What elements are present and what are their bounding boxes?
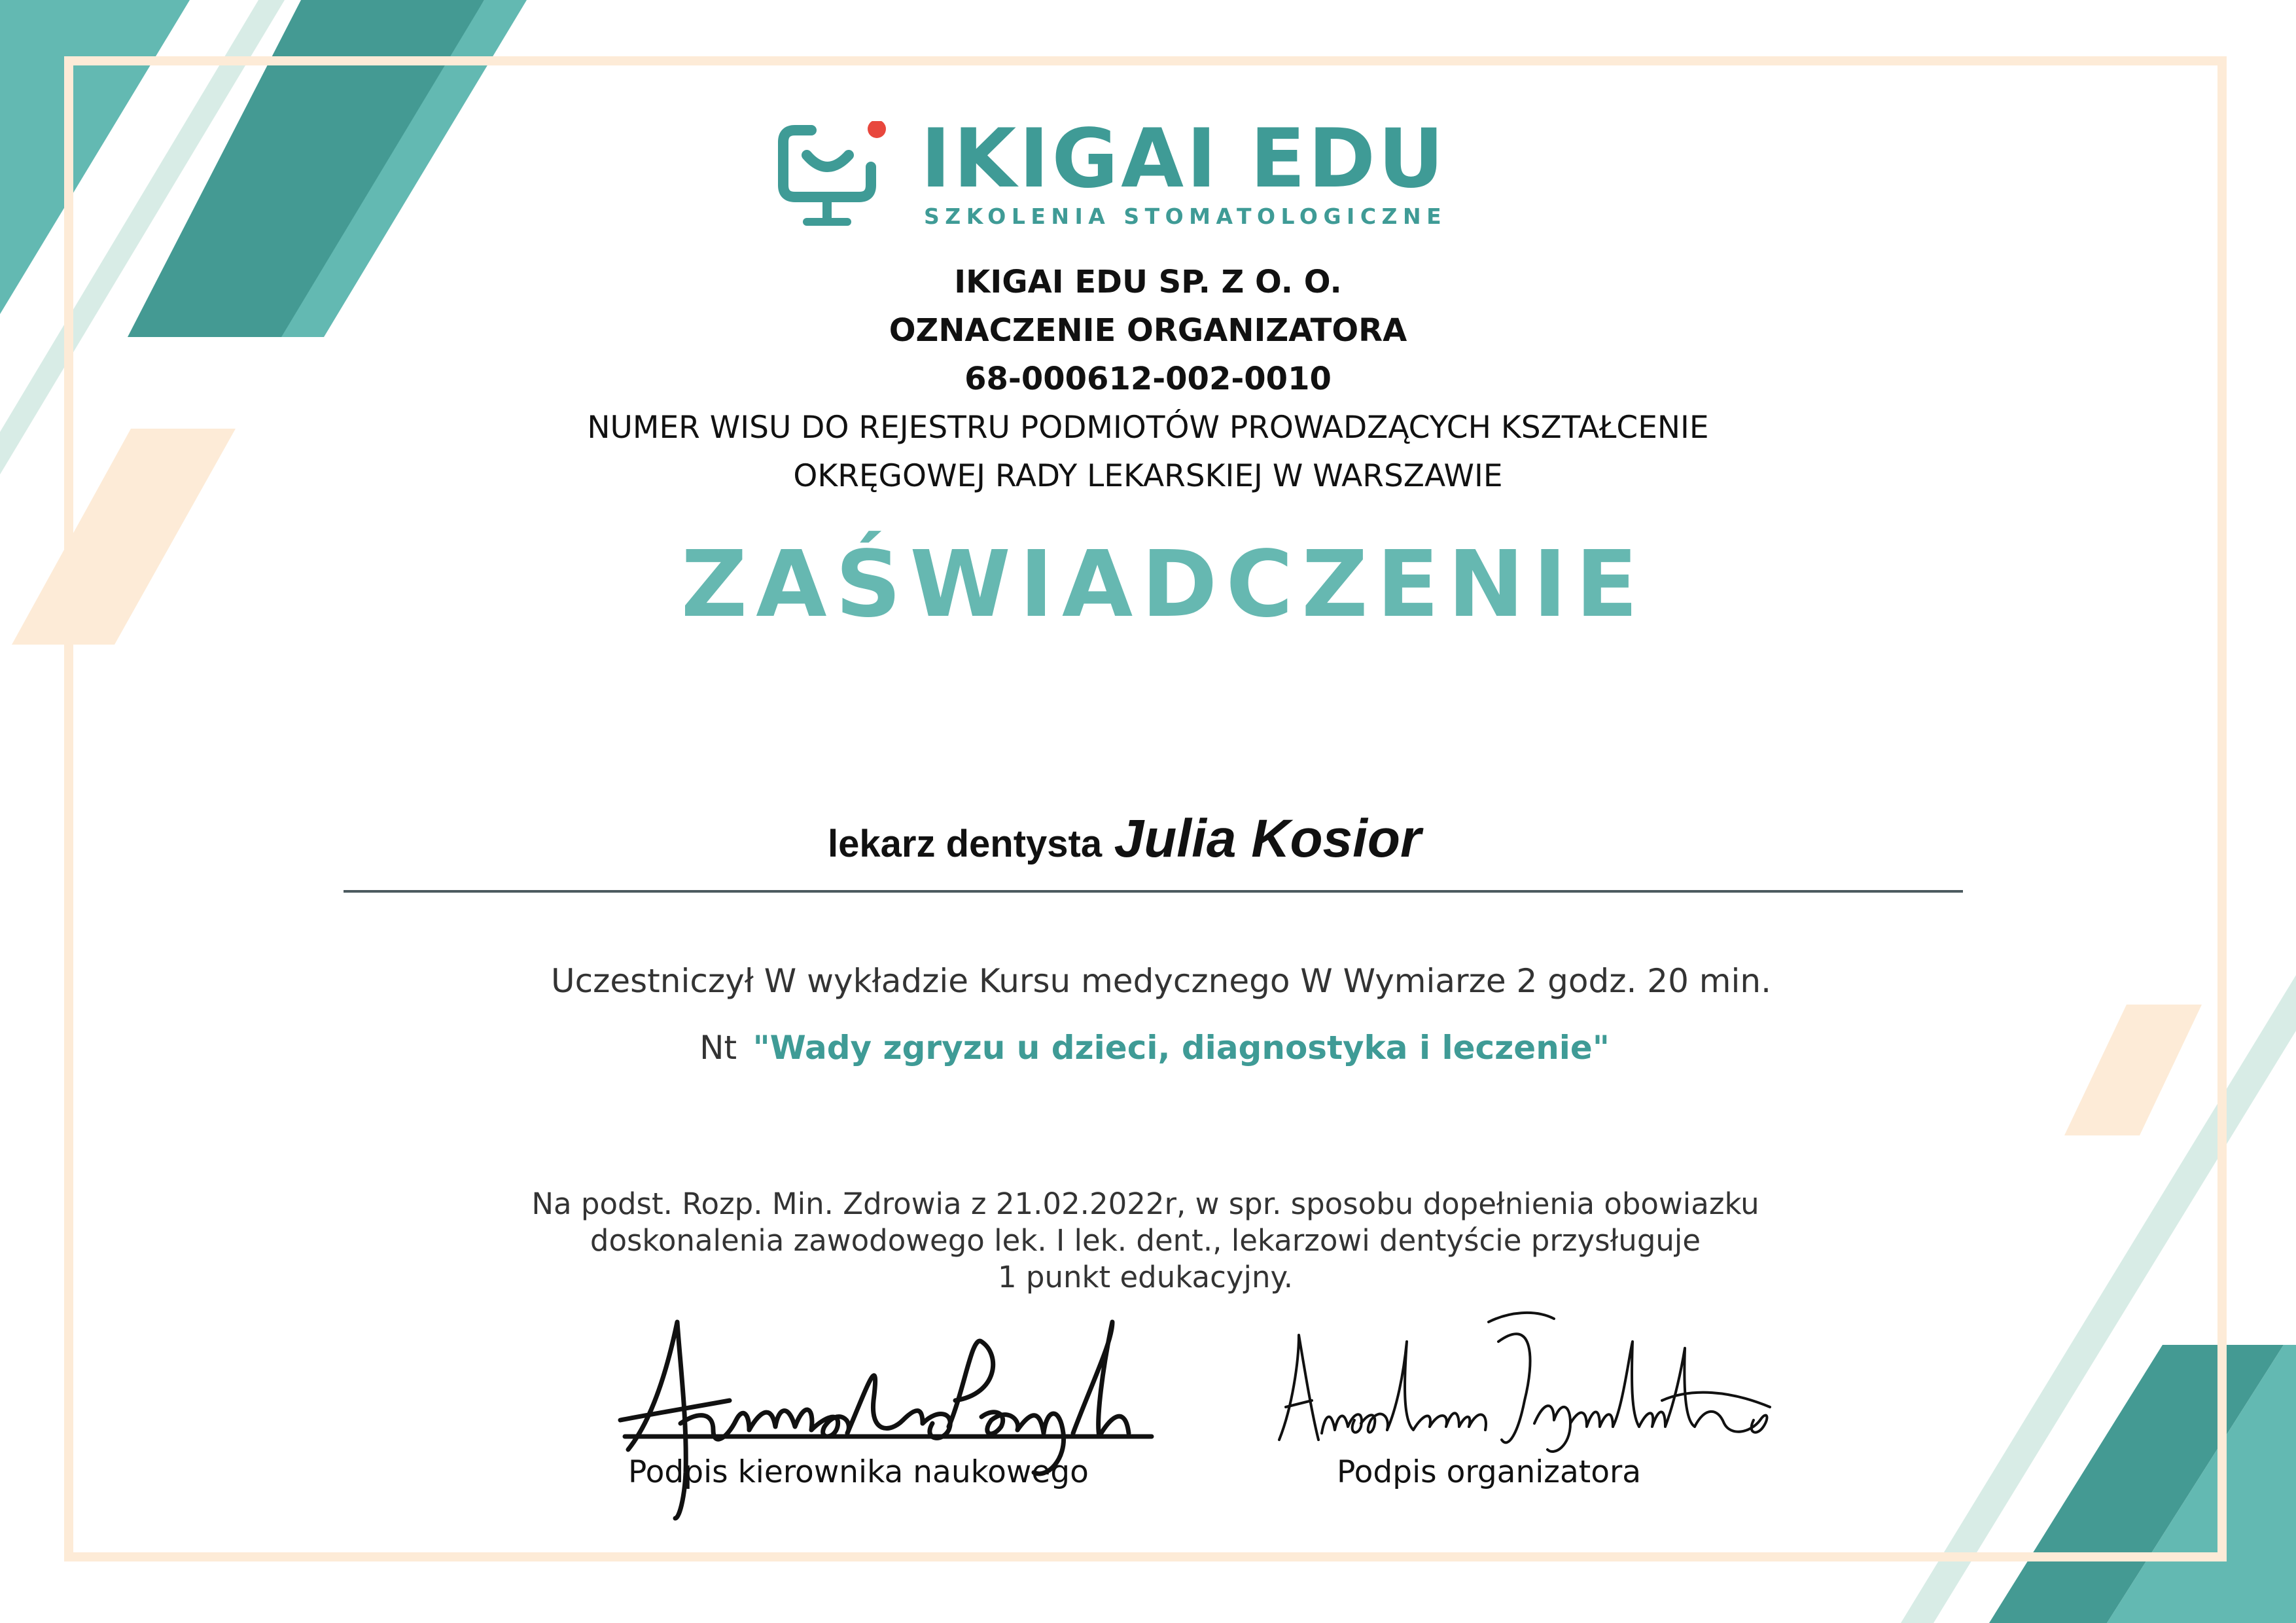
legal-note xyxy=(0,1186,2293,1296)
scientific-director-signature xyxy=(615,1309,1158,1531)
brand-name: IKIGAI EDU xyxy=(921,112,1447,206)
organizer-caption: Podpis organizatora xyxy=(1337,1454,1642,1490)
brand-logo xyxy=(775,112,1495,232)
course-topic xyxy=(7,1029,2296,1067)
topic-title: "Wady zgryzu u dzieci, diagnostyka i leczenie" xyxy=(752,1029,1610,1067)
organizer-label: OZNACZENIE ORGANIZATORA xyxy=(889,312,1407,349)
name-underline xyxy=(344,890,1963,893)
registry-line-1: NUMER WISU DO REJESTRU PODMIOTÓW PROWADZĄCYCH KSZTAŁCENIE xyxy=(587,410,1709,446)
brand-tagline: SZKOLENIA STOMATOLOGICZNE xyxy=(924,204,1447,229)
topic-prefix: Nt xyxy=(699,1029,737,1067)
organizer-signature xyxy=(1273,1302,1790,1459)
scientific-director-caption: Podpis kierownika naukowego xyxy=(628,1454,1089,1490)
certificate-title: ZAŚWIADCZENIE xyxy=(680,531,1647,638)
organizer-company: IKIGAI EDU SP. Z O. O. xyxy=(954,264,1342,300)
recipient-name: Julia Kosior xyxy=(1114,809,1421,868)
legal-line-1: Na podst. Rozp. Min. Zdrowia z 21.02.2022r, w spr. sposobu dopełnienia obowiazku xyxy=(531,1186,1759,1221)
organizer-number: 68-000612-002-0010 xyxy=(964,361,1332,397)
participation-text: Uczestniczył W wykładzie Kursu medycznego W Wymiarze 2 godz. 20 min. xyxy=(551,962,1771,1000)
monitor-smile-icon xyxy=(775,121,890,236)
recipient xyxy=(0,808,2272,870)
registry-line-2: OKRĘGOWEJ RADY LEKARSKIEJ W WARSZAWIE xyxy=(793,458,1503,494)
recipient-role: lekarz dentysta xyxy=(828,823,1103,865)
legal-line-3: 1 punkt edukacyjny. xyxy=(997,1260,1294,1294)
legal-line-2: doskonalenia zawodowego lek. I lek. dent., lekarzowi dentyście przysługuje xyxy=(590,1223,1701,1258)
